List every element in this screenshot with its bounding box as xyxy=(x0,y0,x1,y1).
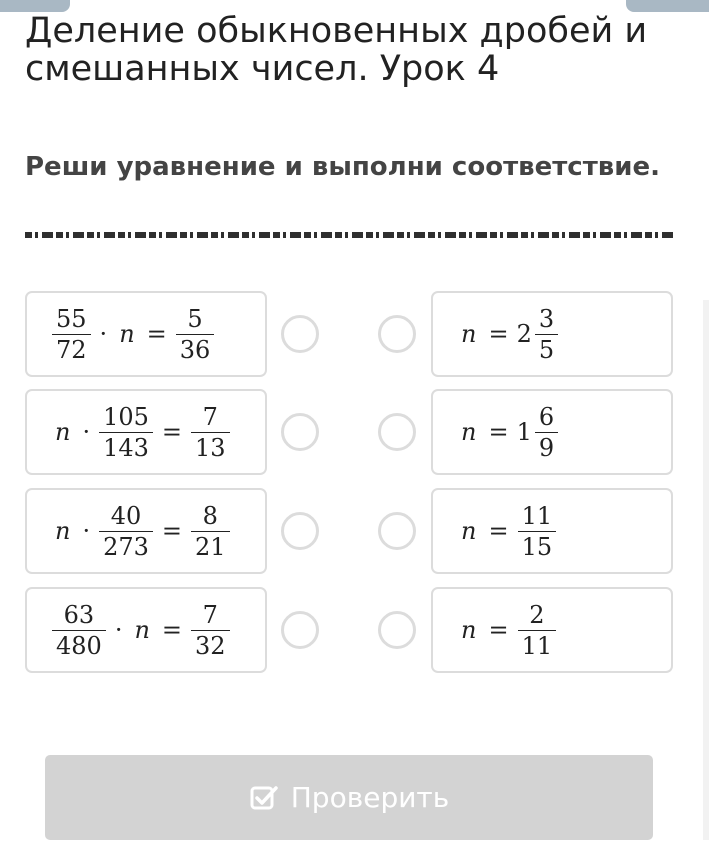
scrollbar-track[interactable] xyxy=(703,300,709,840)
check-button-label: Проверить xyxy=(290,781,450,814)
checkbox-check-icon xyxy=(249,783,279,813)
equation-3: n · $\frac{40}{273}$ = $\frac{8}{21}$ xyxy=(49,501,233,562)
equation-1-radio[interactable] xyxy=(281,315,319,353)
dashed-divider xyxy=(25,232,673,238)
fraction: $\frac{7}{13}$ xyxy=(191,402,230,463)
answer-1-radio[interactable] xyxy=(378,315,416,353)
fraction: $\frac{105}{143}$ xyxy=(99,402,153,463)
answer-card-1[interactable] xyxy=(431,291,673,377)
fraction: $\frac{55}{72}$ xyxy=(52,304,91,365)
answer-3: n = $\frac{11}{15}$ xyxy=(455,501,559,562)
task-instruction: Реши уравнение и выполни соответствие. xyxy=(25,152,660,182)
fraction: $\frac{7}{32}$ xyxy=(191,600,230,661)
equation-1: $\frac{55}{72}$ · n = $\frac{5}{36}$ xyxy=(49,304,217,365)
check-button[interactable] xyxy=(45,755,653,840)
fraction: $\frac{63}{480}$ xyxy=(52,600,106,661)
fraction: $\frac{3}{5}$ xyxy=(535,304,558,365)
fraction: $\frac{11}{15}$ xyxy=(518,501,557,562)
equation-3-radio[interactable] xyxy=(281,512,319,550)
equation-card-2[interactable] xyxy=(25,389,267,475)
answer-card-2[interactable] xyxy=(431,389,673,475)
lesson-title: Деление обыкновенных дробей и смешанных чисел. Урок 4 xyxy=(25,11,648,89)
answer-card-3[interactable] xyxy=(431,488,673,574)
answer-2-radio[interactable] xyxy=(378,413,416,451)
answer-4-radio[interactable] xyxy=(378,611,416,649)
equation-card-1[interactable] xyxy=(25,291,267,377)
fraction: $\frac{40}{273}$ xyxy=(99,501,153,562)
fraction: $\frac{5}{36}$ xyxy=(176,304,215,365)
answer-card-4[interactable] xyxy=(431,587,673,673)
answer-4: n = $\frac{2}{11}$ xyxy=(455,600,559,661)
equation-card-3[interactable] xyxy=(25,488,267,574)
answer-2: n = 1 $\frac{6}{9}$ xyxy=(455,402,561,463)
fraction: $\frac{6}{9}$ xyxy=(535,402,558,463)
equation-2: n · $\frac{105}{143}$ = $\frac{7}{13}$ xyxy=(49,402,233,463)
equation-4: $\frac{63}{480}$ · n = $\frac{7}{32}$ xyxy=(49,600,233,661)
equation-4-radio[interactable] xyxy=(281,611,319,649)
answer-3-radio[interactable] xyxy=(378,512,416,550)
equation-card-4[interactable] xyxy=(25,587,267,673)
fraction: $\frac{2}{11}$ xyxy=(518,600,557,661)
equation-2-radio[interactable] xyxy=(281,413,319,451)
fraction: $\frac{8}{21}$ xyxy=(191,501,230,562)
answer-1: n = 2 $\frac{3}{5}$ xyxy=(455,304,561,365)
